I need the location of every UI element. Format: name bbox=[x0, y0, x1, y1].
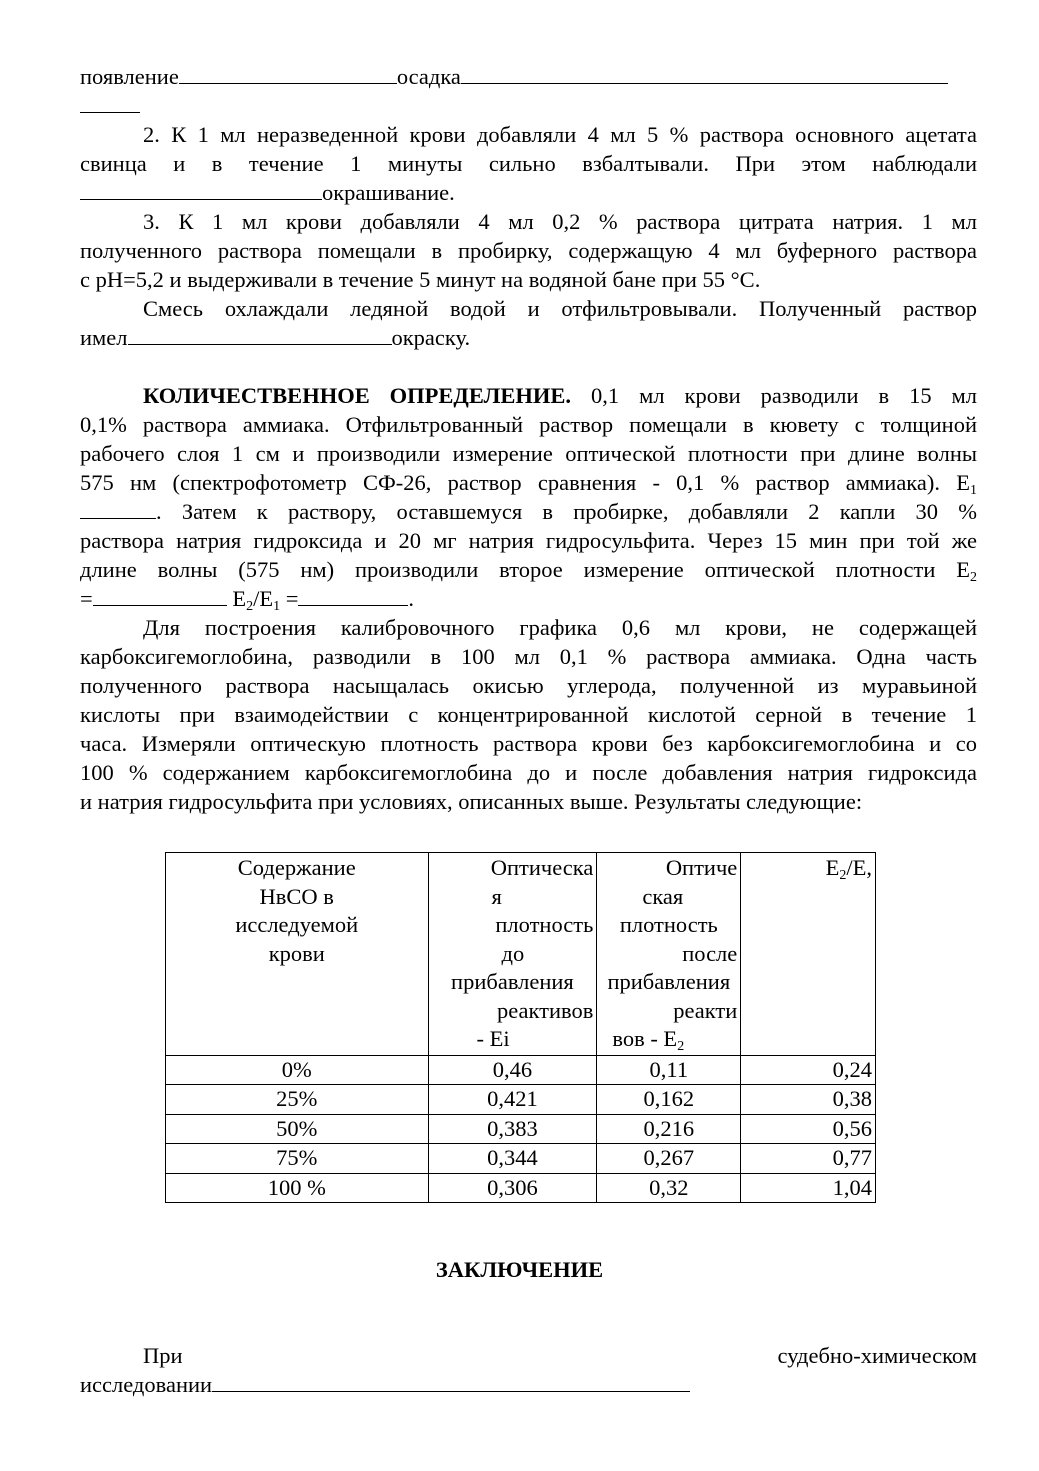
blank-line bbox=[80, 92, 140, 113]
blank-line bbox=[179, 63, 397, 84]
table-row: 100 % 0,306 0,32 1,04 bbox=[166, 1173, 876, 1203]
blank-line bbox=[93, 585, 227, 606]
table-row: 50% 0,383 0,216 0,56 bbox=[166, 1114, 876, 1144]
document-body bbox=[80, 62, 977, 816]
conclusion-title: ЗАКЛЮЧЕНИЕ bbox=[435, 1257, 604, 1282]
table-row: 0% 0,46 0,11 0,24 bbox=[166, 1055, 876, 1085]
blank-line bbox=[80, 498, 156, 519]
section-heading: КОЛИЧЕСТВЕННОЕ ОПРЕДЕЛЕНИЕ. bbox=[143, 383, 572, 408]
paragraph-2: 2. К 1 мл неразведенной крови добавляли 4 мл 5 % раствора основного ацетата свинца и в течение 1 минуты сильно взбалтывали. При этом наблюдали окрашивание. bbox=[80, 122, 977, 205]
table-row: 25% 0,421 0,162 0,38 bbox=[166, 1085, 876, 1115]
blank-line bbox=[298, 585, 408, 606]
table-header-row bbox=[166, 853, 876, 1056]
header-content: Содержание НвСО в исследуемой крови bbox=[166, 853, 429, 1056]
header-density-before: Оптическа я плотность до прибавления реактивов - Ei bbox=[428, 853, 597, 1056]
paragraph-3: 3. К 1 мл крови добавляли 4 мл 0,2 % раствора цитрата натрия. 1 мл полученного раствора помещали в пробирку, содержащую 4 мл буферного раствора с pH=5,2 и выдерживали в течение 5 минут на водяной бане при 55 °С. bbox=[80, 209, 977, 292]
conclusion-text: При судебно-химическом исследовании bbox=[80, 1343, 977, 1397]
table-row: 75% 0,344 0,267 0,77 bbox=[166, 1144, 876, 1174]
header-ratio: $E_2/E$, bbox=[741, 853, 876, 1056]
line-appearance: появление осадка bbox=[80, 62, 977, 91]
blank-line bbox=[80, 179, 322, 200]
results-table bbox=[165, 852, 876, 1203]
blank-line bbox=[461, 63, 948, 84]
header-density-after: Оптиче ская плотность после прибавления реакти вов - $E_2$ bbox=[597, 853, 741, 1056]
blank-line bbox=[128, 324, 392, 345]
paragraph-4: Смесь охлаждали ледяной водой и отфильтровывали. Полученный раствор имел окраску. bbox=[80, 296, 977, 350]
paragraph-quantitative: КОЛИЧЕСТВЕННОЕ ОПРЕДЕЛЕНИЕ. 0,1 мл крови разводили в 15 мл 0,1% раствора аммиака. Отфильтрованный раствор помещали в кювету с толщиной рабочего слоя 1 см и производили измерение оптической плотности при длине волны 575 нм (спектрофотометр СФ-26, раствор сравнения - 0,1 % раствор аммиака). $E_1$ . Затем к раствору, оставшемуся в пробирке, добавляли 2 капли 30 % раствора натрия гидроксида и 20 мг натрия гидросульфита. Через 15 мин при той же длине волны (575 нм) производили второе измерение оптической плотности $E_2$ = $E_2/E_1$ = . bbox=[80, 383, 978, 614]
blank-line bbox=[212, 1371, 690, 1392]
paragraph-calibration: Для построения калибровочного графика 0,6 мл крови, не содержащей карбоксигемоглобина, разводили в 100 мл 0,1 % раствора аммиака. Одна часть полученного раствора насыщалась окисью углерода, полученной из муравьиной кислоты при взаимодействии с концентрированной кислотой серной в течение 1 часа. Измеряли оптическую плотность раствора крови без карбоксигемоглобина и со 100 % содержанием карбоксигемоглобина до и после добавления натрия гидроксида и натрия гидросульфита при условиях, описанных выше. Результаты следующие: bbox=[80, 615, 977, 814]
